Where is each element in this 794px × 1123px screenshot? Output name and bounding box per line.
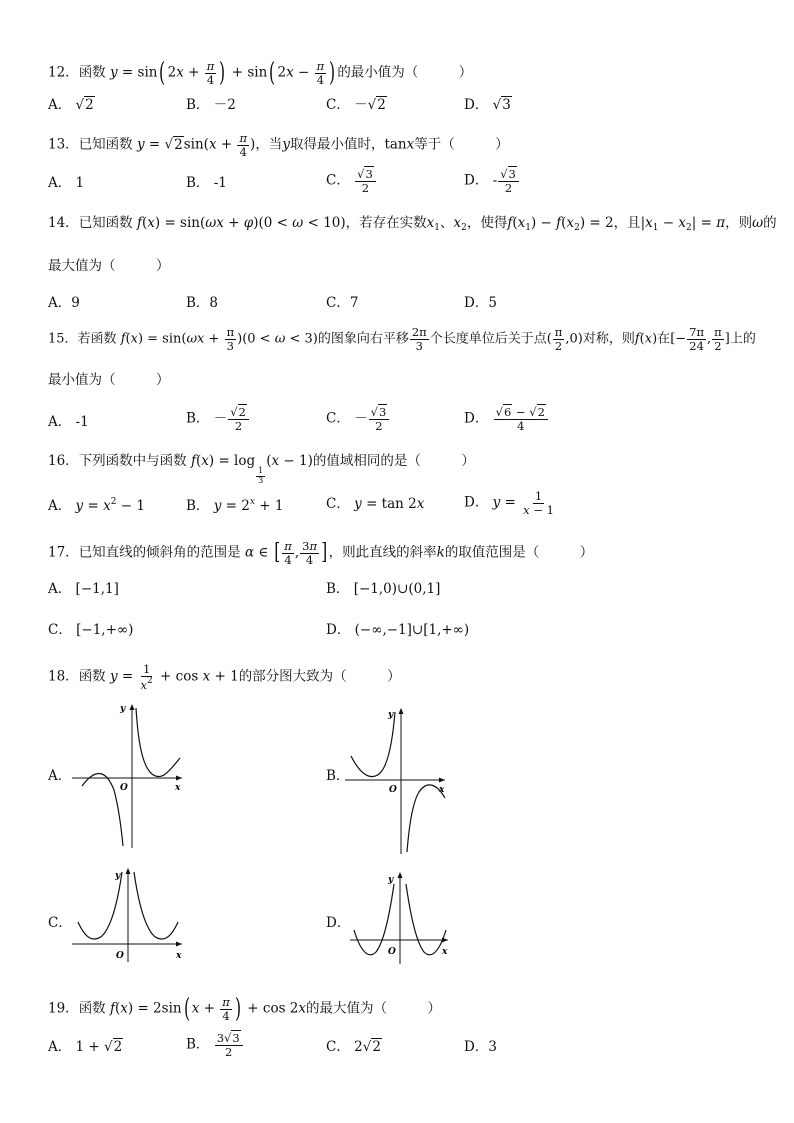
question-16-stem: 16．下列函数中与函数 f(x) = log $\frac{1}{3}$ (x − 1)的值域相同的是（ ）: [48, 453, 475, 485]
option-b[interactable]: B．: [326, 768, 350, 784]
option-a[interactable]: A． 1: [48, 175, 85, 191]
svg-text:O: O: [116, 951, 124, 961]
option-c[interactable]: C． $\frac{√3}{2}$: [326, 168, 377, 194]
question-15-stem: 15．若函数 f(x) = sin(ωx + $\frac{\pi}{3}$ )(0 < ω < 3)的图象向右平移 $\frac{2\pi}{3}$ 个长度单位后关于点( $\frac{\pi}{2}$ ,0)对称，则f(x)在[− $\frac{7\pi}{24}$ , $\frac{\pi}{2}$ ]上的: [48, 325, 756, 353]
option-b[interactable]: B． $\frac{3√3}{2}$: [186, 1032, 244, 1058]
graph-option-a: [72, 700, 202, 850]
option-c[interactable]: C．: [48, 915, 72, 931]
svg-text:x: x: [442, 947, 448, 957]
option-d[interactable]: D． (−∞,−1]∪[1,+∞): [326, 622, 470, 638]
option-c[interactable]: C． －√2: [326, 97, 386, 113]
option-c[interactable]: C． － $\frac{√3}{2}$: [326, 406, 390, 432]
svg-text:y: y: [388, 875, 394, 885]
option-a[interactable]: A． $y = x^2 - 1$: [48, 497, 145, 514]
option-a[interactable]: A． 1 + √2: [48, 1039, 123, 1055]
svg-text:x: x: [175, 783, 181, 793]
option-b[interactable]: B． -1: [186, 175, 227, 191]
option-d[interactable]: D． y = $\frac{1}{x - 1}$: [464, 489, 554, 517]
option-a[interactable]: A． √2: [48, 97, 94, 113]
question-14-stem: 14．已知函数 f(x) = sin(ωx + φ)(0 < ω < 10)，若存在实数$x_1$、$x_2$，使得$f(x_1) - f(x_2) = 2$，且$|x_1 - x_2| = \pi$，则ω的: [48, 215, 777, 233]
svg-text:y: y: [115, 871, 121, 881]
svg-text:y: y: [120, 704, 126, 714]
option-c[interactable]: C．7: [326, 295, 359, 311]
option-a[interactable]: A． -1: [48, 414, 89, 430]
option-b[interactable]: B． $y = 2^x + 1$: [186, 497, 284, 514]
question-12-stem: 12．函数 y = sin( 2x + $\frac{\pi}{4}$ ) + sin( 2x − $\frac{\pi}{4}$ ) 的最小值为（ ）: [48, 58, 473, 89]
svg-text:x: x: [439, 785, 445, 795]
question-17-stem: 17．已知直线的倾斜角的范围是 α ∈ [ $\frac{\pi}{4}$ , $\frac{3\pi}{4}$ ]，则此直线的斜率k的取值范围是（ ）: [48, 539, 594, 567]
option-b[interactable]: B． [−1,0)∪(0,1]: [326, 581, 441, 597]
question-18-stem: 18．函数 y = $\frac{1}{x^2}$ + cos x + 1的部分图大致为（ ）: [48, 662, 401, 692]
svg-text:O: O: [120, 783, 128, 793]
option-c[interactable]: C． [−1,+∞): [48, 622, 134, 638]
option-a[interactable]: A． [−1,1]: [48, 581, 119, 597]
option-d[interactable]: D． - $\frac{√3}{2}$: [464, 168, 520, 194]
svg-text:O: O: [389, 785, 397, 795]
option-b[interactable]: B． －2: [186, 97, 236, 113]
question-14-stem-line2: 最大值为（ ）: [48, 258, 170, 274]
graph-option-c: [72, 866, 192, 966]
option-c[interactable]: C． 2√2: [326, 1039, 381, 1055]
graph-option-d: [350, 872, 460, 967]
option-d[interactable]: D．: [326, 915, 351, 931]
option-a[interactable]: A．: [48, 768, 72, 784]
svg-text:y: y: [388, 710, 394, 720]
option-d[interactable]: D．3: [464, 1039, 497, 1055]
svg-text:x: x: [176, 951, 182, 961]
option-b[interactable]: B．8: [186, 295, 219, 311]
option-c[interactable]: C． y = tan 2x: [326, 496, 425, 512]
svg-text:O: O: [388, 947, 396, 957]
option-d[interactable]: D． $\frac{√6 - √2}{4}$: [464, 406, 549, 432]
question-13-stem: 13．已知函数 y = √2sin(x + $\frac{\pi}{4}$ )，当y取得最小值时，tanx等于（ ）: [48, 131, 509, 159]
option-d[interactable]: D． √3: [464, 97, 511, 113]
option-b[interactable]: B． － $\frac{√2}{2}$: [186, 406, 250, 432]
graph-option-b: [345, 706, 455, 856]
option-a[interactable]: A．9: [48, 295, 80, 311]
question-19-stem: 19．函数 f(x) = 2sin( x + $\frac{\pi}{4}$ ) + cos 2x的最大值为（ ）: [48, 994, 442, 1025]
option-d[interactable]: D．5: [464, 295, 497, 311]
question-15-stem-line2: 最小值为（ ）: [48, 372, 170, 388]
question-number: 12．: [48, 64, 79, 81]
